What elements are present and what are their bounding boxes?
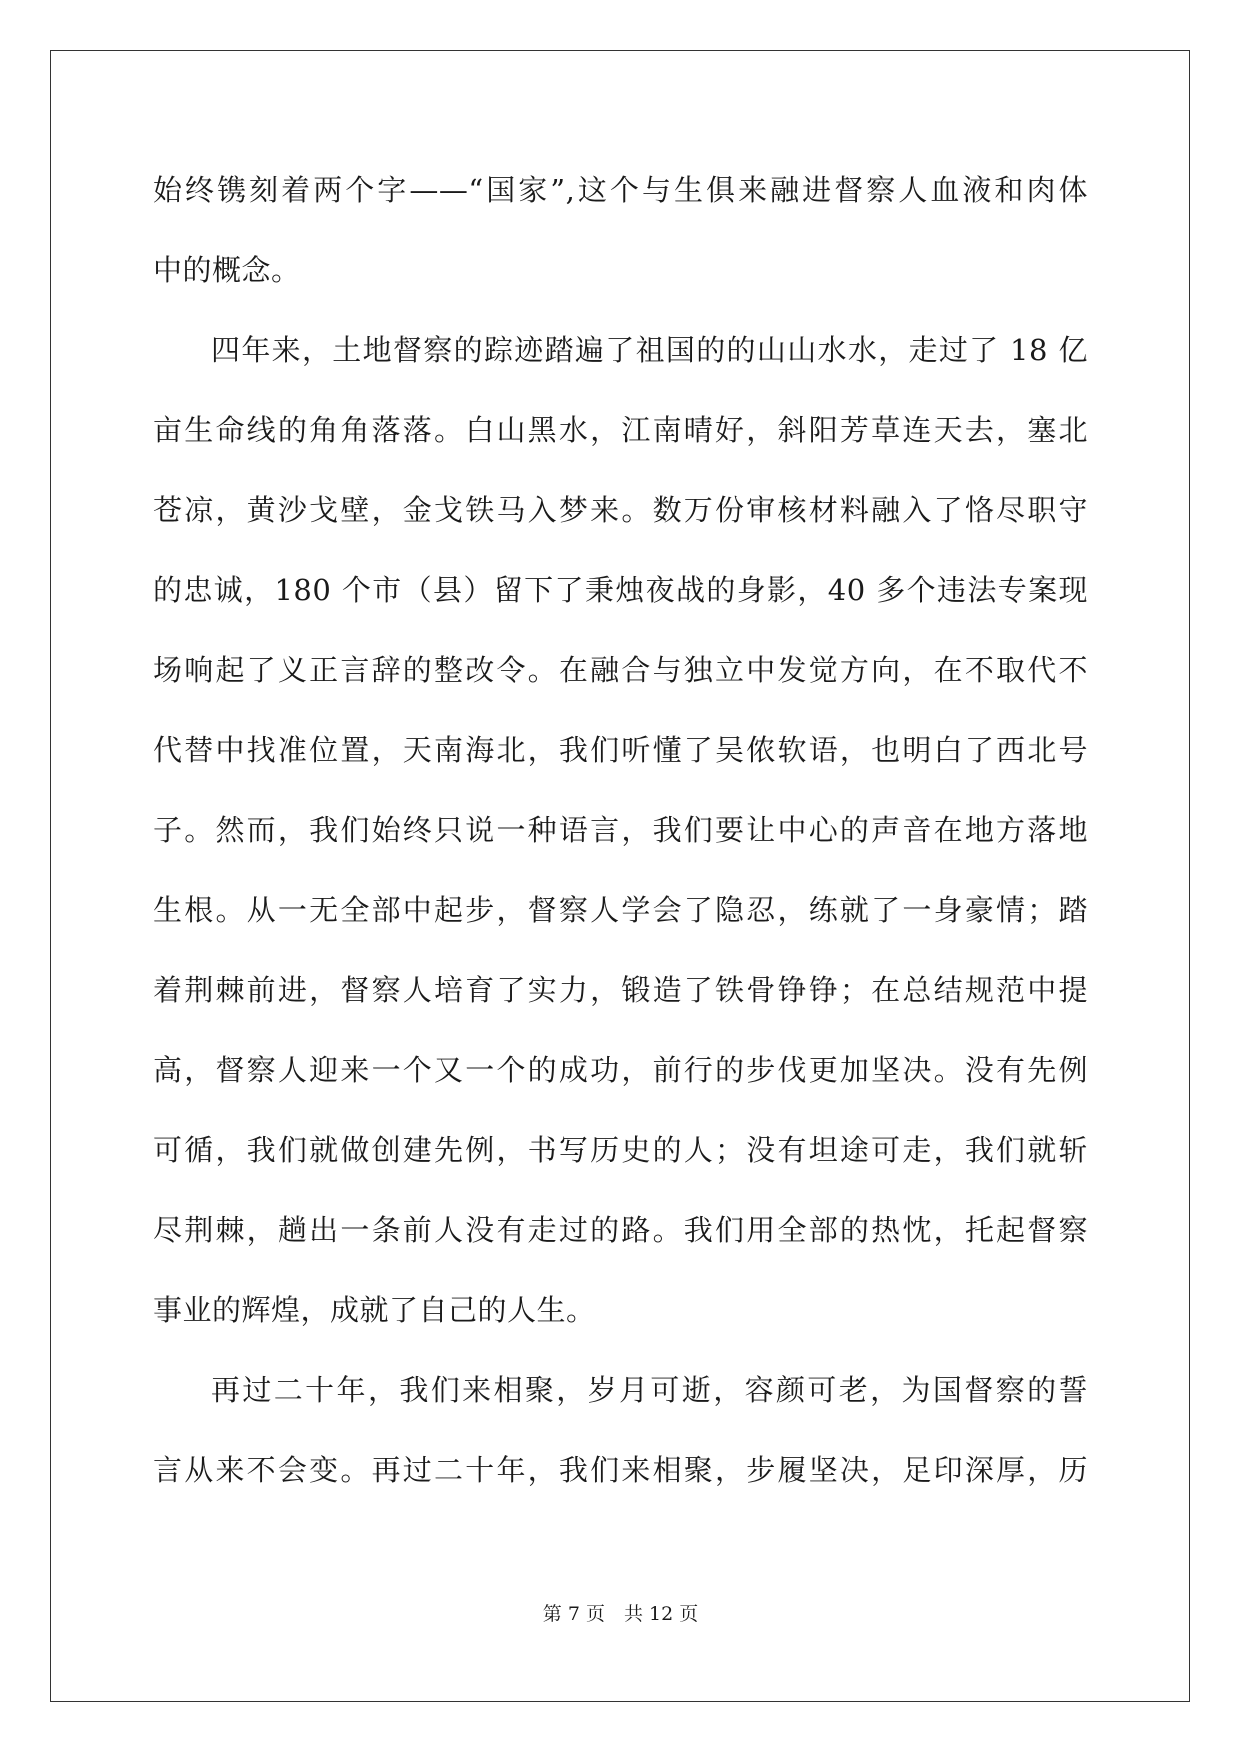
text-line: 代替中找准位置，天南海北，我们听懂了吴侬软语，也明白了西北号: [153, 733, 1088, 767]
document-body: [153, 150, 1088, 1510]
text-line: 的忠诚，180 个市（县）留下了秉烛夜战的身影，40 多个违法专案现: [153, 573, 1088, 607]
text-line: 可循，我们就做创建先例，书写历史的人；没有坦途可走，我们就斩: [153, 1133, 1088, 1167]
page-number: 第 7 页 共 12 页: [542, 1603, 699, 1625]
text-line: 子。然而，我们始终只说一种语言，我们要让中心的声音在地方落地: [153, 813, 1088, 847]
text-line: 生根。从一无全部中起步，督察人学会了隐忍，练就了一身豪情；踏: [153, 893, 1088, 927]
text-line: 四年来，土地督察的踪迹踏遍了祖国的的山山水水，走过了 18 亿: [211, 333, 1088, 367]
text-line: 尽荆棘，趟出一条前人没有走过的路。我们用全部的热忱，托起督察: [153, 1213, 1088, 1247]
text-line: 中的概念。: [153, 253, 301, 287]
text-line: 再过二十年，我们来相聚，岁月可逝，容颜可老，为国督察的誓: [211, 1373, 1088, 1407]
text-line: 言从来不会变。再过二十年，我们来相聚，步履坚决，足印深厚，历: [153, 1453, 1088, 1487]
text-line: 苍凉，黄沙戈壁，金戈铁马入梦来。数万份审核材料融入了恪尽职守: [153, 493, 1088, 527]
text-line: 事业的辉煌，成就了自己的人生。: [153, 1293, 596, 1327]
text-line: 亩生命线的角角落落。白山黑水，江南晴好，斜阳芳草连天去，塞北: [153, 413, 1088, 447]
text-line: 着荆棘前进，督察人培育了实力，锻造了铁骨铮铮；在总结规范中提: [153, 973, 1088, 1007]
text-line: 始终镌刻着两个字——“国家”,这个与生俱来融进督察人血液和肉体: [153, 173, 1088, 207]
text-line: 高，督察人迎来一个又一个的成功，前行的步伐更加坚决。没有先例: [153, 1053, 1088, 1087]
text-line: 场响起了义正言辞的整改令。在融合与独立中发觉方向，在不取代不: [153, 653, 1088, 687]
